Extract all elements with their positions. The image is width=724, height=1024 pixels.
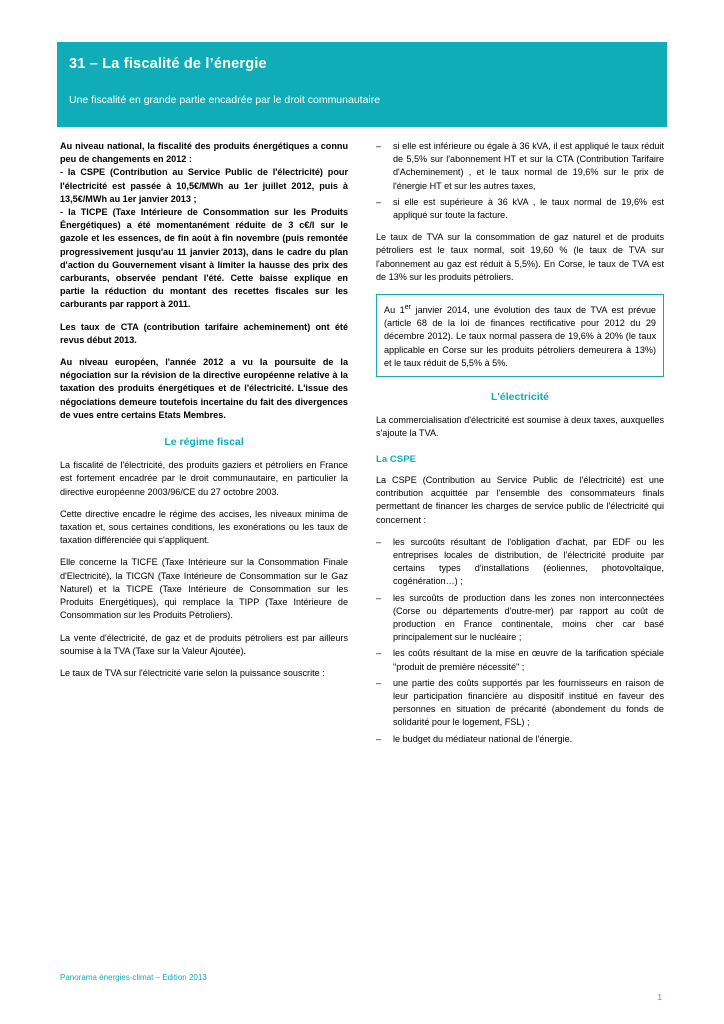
list-item-text: si elle est inférieure ou égale à 36 kVA, il est appliqué le taux réduit de 5,5% sur l'abonnement HT et sur la CTA (Contribution Tarifaire d'Acheminement) , et le taux normal de 19,6% sur le prix de l'énergie HT et sur les autres taxes, <box>393 141 664 191</box>
cspe-bullet-paragraph: - la CSPE (Contribution au Service Public de l'électricité) pour l'électricité est passée à 10,5€/MWh au 1er juillet 2012, puis à 13,5€/MWh au 1er janvier 2013 ; <box>60 167 348 204</box>
dash-icon: – <box>376 677 382 688</box>
list-item <box>376 733 664 746</box>
dash-icon: – <box>376 592 382 603</box>
list-item <box>376 592 664 645</box>
page-title: 31 – La fiscalité de l’énergie <box>69 56 267 72</box>
footer-page-number: 1 <box>657 993 662 1002</box>
dash-icon: – <box>376 536 382 547</box>
section-title-electricite: L'électricité <box>491 391 549 404</box>
dash-icon: – <box>376 648 382 659</box>
regime-paragraph-2: Cette directive encadre le régime des accises, les niveaux minima de taxation et, sous certaines conditions, les exonérations ou les taux de taxation différenciée qui s'appliquent. <box>60 508 348 546</box>
list-item <box>376 536 664 589</box>
list-item <box>376 647 664 673</box>
cspe-paragraph: La CSPE (Contribution au Service Public de l'électricité) est une contribution acquittée par l'ensemble des consommateurs finals permettant de financer les charges de service public de l'électricité qui concernent : <box>376 474 664 525</box>
list-item <box>376 196 664 222</box>
subsection-title-cspe: La CSPE <box>376 453 416 465</box>
europe-paragraph: Au niveau européen, l'année 2012 a vu la poursuite de la négociation sur la révision de la directive européenne relative à la taxation des produits énergétiques et de l'électricité. L'issue des négociations demeure toutefois incertaine du fait des divergences de vues entre certains Etats Membres. <box>60 357 348 420</box>
list-item <box>376 677 664 730</box>
section-title-regime-fiscal: Le régime fiscal <box>164 436 244 449</box>
list-item-text: le budget du médiateur national de l'énergie. <box>393 733 573 744</box>
regime-paragraph-4: La vente d'électricité, de gaz et de produits pétroliers est par ailleurs soumise à la TVA (Taxe sur la Valeur Ajoutée). <box>60 632 348 656</box>
list-item-text: les coûts résultant de la mise en œuvre de la tarification spéciale "produit de première nécessité" ; <box>393 648 664 672</box>
ticpe-bullet-paragraph: - la TICPE (Taxe Intérieure de Consommation sur les Produits Énergétiques) a été momentanément réduite de 3 c€/l sur le gazole et les essences, de fin août à fin novembre (puis remontée progressivement jusqu'au 11 janvier 2013), dans le cadre du plan d'action du Gouvernement visant à limiter la hausse des prix des carburants, observée pendant l'été. Cette baisse explique en partie la réduction du montant des recettes fiscales sur les carburants par rapport à 2011. <box>60 207 348 310</box>
dash-icon: – <box>376 733 382 744</box>
page-subtitle: Une fiscalité en grande partie encadrée par le droit communautaire <box>69 94 381 106</box>
dash-icon: – <box>376 141 382 151</box>
left-column <box>60 140 348 689</box>
regime-paragraph-3: Elle concerne la TICFE (Taxe Intérieure sur la Consommation Finale d'Electricité), la TICGN (Taxe Intérieure de Consommation sur le Gaz Naturel) et la TICPE (Taxe Intérieure de Consommation sur les Produits Energétiques), qui remplace la TIPP (Taxe Intérieure de Consommation sur les Produits Pétroliers). <box>60 557 348 621</box>
tva-list <box>376 140 664 222</box>
list-item-text: les surcoûts résultant de l'obligation d'achat, par EDF ou les entreprises locales de distribution, de l'électricité produite par certains types d'installations (éoliennes, photovoltaïque, cogénération…) ; <box>393 536 664 587</box>
list-item-text: si elle est supérieure à 36 kVA , le taux normal de 19,6% est appliqué sur toute la facture. <box>393 196 664 221</box>
list-item <box>376 140 664 193</box>
right-column <box>376 140 664 755</box>
gaz-tva-paragraph: Le taux de TVA sur la consommation de gaz naturel et de produits pétroliers est le taux normal, soit 19,60 % (le taux de TVA sur l'abonnement au gaz est réduit à 5,5%). En Corse, le taux de TVA est de 13% sur les produits pétroliers. <box>376 232 664 282</box>
electricite-paragraph-1: La commercialisation d'électricité est soumise à deux taxes, auxquelles s'ajoute la TVA. <box>376 415 664 439</box>
regime-paragraph-5: Le taux de TVA sur l'électricité varie selon la puissance souscrite : <box>60 667 325 678</box>
note-box <box>376 294 664 377</box>
regime-paragraph-1: La fiscalité de l'électricité, des produits gaziers et pétroliers en France est fortement encadrée par le droit communautaire, en particulier la directive européenne 2003/96/CE du 27 octobre 2003. <box>60 460 348 497</box>
note-box-superscript: er <box>404 304 411 312</box>
cta-paragraph: Les taux de CTA (contribution tarifaire acheminement) ont été revus début 2013. <box>60 321 348 345</box>
note-box-rest: janvier 2014, une évolution des taux de TVA est prévue (article 68 de la loi de finances rectificative pour 2012 du 29 décembre 2012). Le taux normal passera de 19,6% à 20% (le taux applicable en Corse sur les produits pétroliers demeurera à 13%) et le taux réduit de 5,5% à 5%. <box>384 305 656 368</box>
intro-paragraph: Au niveau national, la fiscalité des produits énergétiques a connu peu de changements en 2012 : <box>60 141 348 165</box>
footer-source: Panorama énergies-climat – Edition 2013 <box>60 973 207 982</box>
list-item-text: les surcoûts de production dans les zones non interconnectées (Corse ou départements d'outre-mer) par rapport au coût de production en France continentale, moins cher car basé principalement sur le nucléaire ; <box>393 592 664 643</box>
list-item-text: une partie des coûts supportés par les fournisseurs en raison de leur participation financière au dispositif institué en faveur des personnes en situation de précarité (abondement du fonds de solidarité pour le logement, FSL) ; <box>393 677 664 728</box>
note-box-prefix: Au 1 <box>384 305 405 316</box>
dash-icon: – <box>376 196 382 207</box>
note-box-text <box>384 301 656 370</box>
cspe-list <box>376 536 664 746</box>
page-header-banner <box>57 42 667 127</box>
